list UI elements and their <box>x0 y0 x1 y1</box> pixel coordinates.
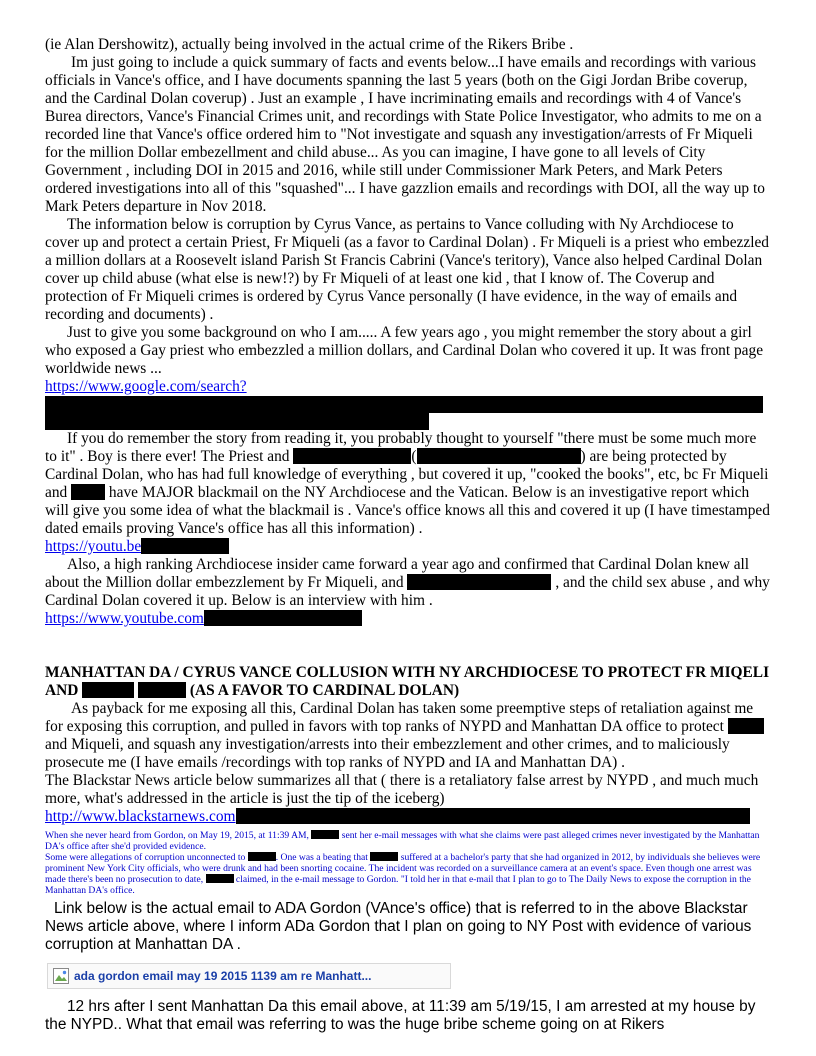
youtu-link[interactable]: https://youtu.be <box>45 538 142 555</box>
section-heading: MANHATTAN DA / CYRUS VANCE COLLUSION WITH NY ARCHDIOCESE TO PROTECT FR MIQELI AND (AS A FAVOR TO CARDINAL DOLAN) <box>45 664 770 699</box>
paragraph-summary: Im just going to include a quick summary of facts and events below...I have emails and recordings with various officials in Vance's office, and I have documents spanning the last 5 years (both on the Gigi Jordan Bribe coverup, and the Cardinal Dolan coverup) . Just an example , I have incriminating emails and recordings with 4 of Vance's Burea directors, Vance's Financial Crimes unit, and recordings with State Police Investigator, who admits to me on a recorded line that Vance's office ordered him to "Not investigate and squash any investigation/arrests of Fr Miqueli for the million Dollar embezellment and child abuse... As you can imagine, I have gone to all levels of City Government , including DOI in 2015 and 2016, while still under Commissioner Mark Peters, and Mark Peters ordered investigations into all of this "squashed"... I have gazzlion emails and recordings with DOI, all the way up to Mark Peters departure in Nov 2018. <box>45 54 765 215</box>
paragraph-insider: Also, a high ranking Archdiocese insider came forward a year ago and confirmed that Cardinal Dolan knew all about the Million dollar embezzlement by Fr Miqueli, and , and the child sex abuse , and why Cardinal Dolan covered it up. Below is an interview with him . <box>45 556 770 609</box>
paragraph-background: Just to give you some background on who I am..... A few years ago , you might remember the story about a girl who exposed a Gay priest who embezzled a million dollars, and Cardinal Dolan who covered it up. It was front page worldwide news ... <box>45 324 764 377</box>
redaction-block <box>82 682 134 698</box>
paragraph-email-link: Link below is the actual email to ADA Gordon (VAnce's office) that is referred to in the above Blackstar News article above, where I inform ADa Gordon that I plan on going to NY Post with evidence of various corruption at Manhattan DA . <box>45 900 752 953</box>
paragraph-corruption: The information below is corruption by Cyrus Vance, as pertains to Vance colluding with Ny Archdiocese to cover up and protect a certain Priest, Fr Miqueli (as a favor to Cardinal Dolan) . Fr Miqueli is a priest who embezzled a million dollars at a Roosevelt island Parish St Francis Cabrini (Vance's teritory), Vance also helped Cardinal Dolan cover up child abuse (what else is new!?) by Fr Miqueli of at least one kid , that I know of. The Coverup and protection of Fr Miqueli crimes is ordered by Cyrus Vance personally (I have evidence, in the way of emails and recording and documents) . <box>45 216 769 323</box>
google-search-link[interactable]: https://www.google.com/search? <box>45 378 247 395</box>
redaction-block <box>311 830 339 839</box>
paragraph-story: If you do remember the story from reading it, you probably thought to yourself "there must be some much more to it" . Boy is there ever! The Priest and ( ) are being protected by Cardinal Dolan, who has had full knowledge of everything , but covered it up, "cooked the books", etc, bc Fr Miqueli and have MAJOR blackmail on the NY Archdiocese and the Vatican. Below is an investigative report which will give you some idea of what the blackmail is . Vance's office knows all this and covered it up (I have timestamped dated emails proving Vance's office has all this information) . <box>45 430 770 537</box>
redaction-block <box>206 874 234 883</box>
attachment-title: ada gordon email may 19 2015 1139 am re Manhatt... <box>74 969 372 983</box>
redaction-block <box>236 808 750 824</box>
blackstar-link[interactable]: http://www.blackstarnews.com <box>45 808 236 825</box>
redaction-block <box>407 574 551 590</box>
redaction-block <box>248 852 276 861</box>
redaction-block <box>370 852 398 861</box>
paragraph-arrest: 12 hrs after I sent Manhattan Da this email above, at 11:39 am 5/19/15, I am arrested at my house by the NYPD.. What that email was referring to was the huge bribe scheme going on at Rikers <box>45 998 756 1033</box>
redaction-block <box>417 448 581 464</box>
broken-image-icon <box>53 968 69 984</box>
blackstar-link-line <box>45 808 770 826</box>
redaction-block <box>293 448 411 464</box>
redaction-block <box>138 682 186 698</box>
youtube-link-line <box>45 610 770 628</box>
youtu-link-line <box>45 538 770 556</box>
excerpt-line-2: Some were allegations of corruption unconnected to . One was a beating that suffered at a bachelor's party that she had organized in 2012, by individuals she believes were prominent New York City officials, who were drunk and had been snorting cocaine. The incident was recorded on a surveillance camera at an event's space. Even though one arrest was made there's been no prosecution to date, claimed, in the e-mail message to Gordon. "I told her in that e-mail that I plan to go to The Daily News to expose the corruption in the Manhattan DA's office. <box>45 852 761 896</box>
redaction-block <box>728 718 764 734</box>
redaction-bar <box>45 396 763 413</box>
redaction-block <box>204 610 362 626</box>
email-attachment-card[interactable] <box>47 963 451 989</box>
paragraph-intro: (ie Alan Dershowitz), actually being involved in the actual crime of the Rikers Bribe . <box>45 36 574 53</box>
redaction-block <box>71 484 105 500</box>
redaction-bar <box>45 413 429 430</box>
redaction-block <box>141 538 229 554</box>
excerpt-line-1: When she never heard from Gordon, on May 19, 2015, at 11:39 AM, sent her e-mail messages with what she claims were past alleged crimes never investigated by the Manhattan DA's office after she'd provided evidence. <box>45 830 760 852</box>
document-page <box>45 36 770 1034</box>
article-excerpt <box>45 830 770 896</box>
youtube-link[interactable]: https://www.youtube.com <box>45 610 204 627</box>
paragraph-blackstar: The Blackstar News article below summarizes all that ( there is a retaliatory false arrest by NYPD , and much much more, what's addressed in the article is just the tip of the iceberg) <box>45 772 759 807</box>
paragraph-retaliation: As payback for me exposing all this, Cardinal Dolan has taken some preemptive steps of retaliation against me for exposing this corruption, and pulled in favors with top ranks of NYPD and Manhattan DA office to protect and Miqueli, and squash any investigation/arrests into their embezzlement and other crimes, and to maliciously prosecute me (I have emails /recordings with top ranks of NYPD and IA and Manhattan DA) . <box>45 700 770 772</box>
